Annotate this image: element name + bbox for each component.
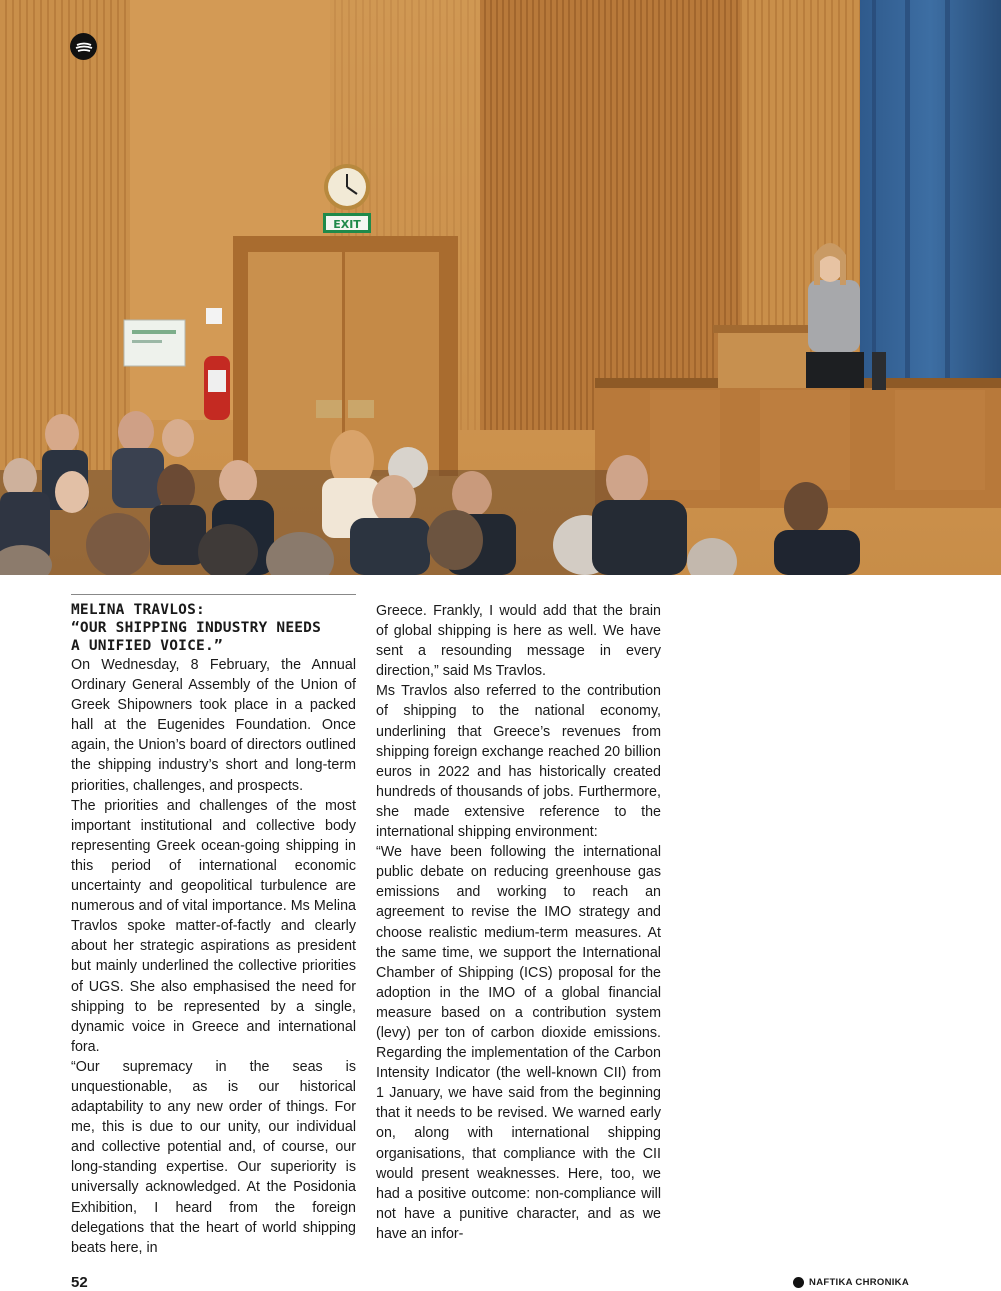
paragraph: The priorities and challenges of the most important institutional and collective body representing Greek ocean-going shipping in this period of international economic uncertainty and geopolitical turbulence are numerous and of vital importance. Ms Melina Travlos spoke matter-of-factly and clearly about her strategic aspirations as president but mainly underlined the collective priorities of UGS. She also emphasised the need for shipping to be represented by a single, dynamic voice in Greece and international fora.: [71, 797, 356, 1055]
article-column-right: [376, 601, 661, 1244]
door-left: [248, 252, 342, 476]
article-heading: [71, 601, 356, 655]
wall-clock: [324, 164, 370, 210]
heading-rule: [71, 594, 356, 595]
page-number: 52: [71, 1274, 88, 1291]
footer-brand: [793, 1277, 909, 1288]
heading-line: MELINA TRAVLOS:: [71, 602, 205, 618]
paragraph: Ms Travlos also referred to the contribution of shipping to the national economy, underlining that Greece’s revenues from shipping foreign exchange reached 20 billion euros in 2022 and has historically created hundreds of thousands of jobs. Furthermore, she made extensive reference to the international shipping environment:: [376, 683, 661, 841]
blue-curtain: [860, 0, 1001, 380]
assembly-hall-photo: [0, 0, 1001, 575]
podium: [718, 328, 810, 388]
exit-sign: [323, 213, 371, 233]
brand-logo-icon: [793, 1277, 804, 1288]
heading-line: A UNIFIED VOICE.”: [71, 638, 223, 654]
fire-extinguisher: [204, 356, 230, 420]
wood-panel-center: [480, 0, 740, 430]
paragraph: “Our supremacy in the seas is unquestionable, as is our historical adaptability to any new order of things. For me, this is due to our unity, our individual and collective potential and, of course, our long-standing expertise. Our superiority is universally acknowledged. At the Posidonia Exhibition, I heard from the foreign delegations that the heart of world shipping beats here, in: [71, 1058, 356, 1256]
brand-name: NAFTIKA CHRONIKA: [809, 1277, 909, 1288]
paragraph: Greece. Frankly, I would add that the brain of global shipping is here as well. We have sent a resounding message in every direction,” said Ms Travlos.: [376, 603, 661, 680]
article-column-left: [71, 594, 356, 1258]
wood-panel-left: [0, 0, 130, 470]
magazine-logo-icon: [70, 33, 97, 60]
heading-line: “OUR SHIPPING INDUSTRY NEEDS: [71, 620, 322, 636]
svg-text:EXIT: EXIT: [333, 218, 361, 231]
paragraph: “We have been following the international public debate on reducing greenhouse gas emissions and working to reach an agreement to revise the IMO strategy and choose realistic medium-term measures. At the same time, we support the International Chamber of Shipping (ICS) proposal for the adoption in the IMO of a global financial measure based on a contribution system (levy) per ton of carbon dioxide emissions. Regarding the implementation of the Carbon Intensity Indicator (the well-known CII) from 1 January, we have said from the beginning that it needs to be revised. We warned early on, along with international shipping organisations, that compliance with the CII would present weaknesses. Here, too, we had a positive outcome: non-compliance will not have a punitive character, and as we have an infor-: [376, 844, 661, 1242]
paragraph: On Wednesday, 8 February, the Annual Ordinary General Assembly of the Union of Greek Shipowners took place in a packed hall at the Eugenides Foundation. Once again, the Union’s board of directors outlined the shipping industry’s short and long-term priorities, challenges, and prospects.: [71, 657, 356, 794]
laptop: [806, 352, 864, 388]
